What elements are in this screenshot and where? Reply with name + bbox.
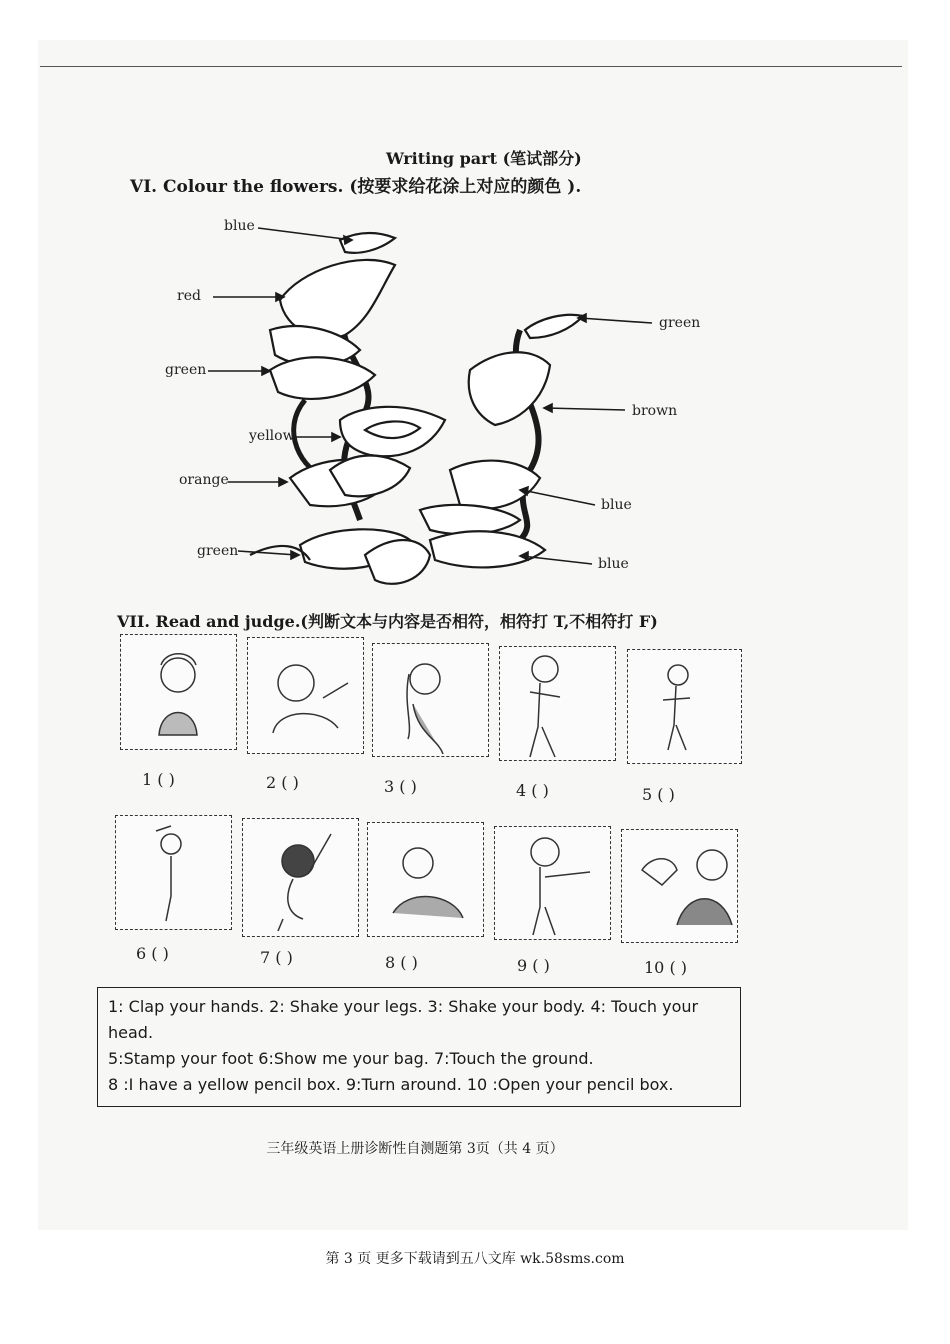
- sentence-line-2: 5:Stamp your foot 6:Show me your bag. 7:Touch the ground.: [108, 1049, 594, 1068]
- flower-label-blue-bottom: blue: [598, 556, 629, 572]
- picture-9: [494, 826, 611, 940]
- answer-6[interactable]: 6 ( ): [136, 944, 169, 963]
- sentence-box: [97, 987, 741, 1107]
- flower-label-orange: orange: [179, 472, 229, 488]
- picture-5: [627, 649, 742, 764]
- flower-label-green-right: green: [659, 315, 701, 331]
- flower-label-red: red: [177, 288, 201, 304]
- flower-label-blue-top: blue: [224, 218, 255, 234]
- answer-3[interactable]: 3 ( ): [384, 777, 417, 796]
- section-6-title: VI. Colour the flowers. (按要求给花涂上对应的颜色 ).: [130, 177, 582, 197]
- picture-8: [367, 822, 484, 937]
- flower-label-green-left: green: [165, 362, 207, 378]
- answer-4[interactable]: 4 ( ): [516, 781, 549, 800]
- answer-9[interactable]: 9 ( ): [517, 956, 550, 975]
- flower-label-green-bottom: green: [197, 543, 239, 559]
- sentence-line-3: 8 :I have a yellow pencil box. 9:Turn around. 10 :Open your pencil box.: [108, 1075, 674, 1094]
- answer-2[interactable]: 2 ( ): [266, 773, 299, 792]
- answer-10[interactable]: 10 ( ): [644, 958, 688, 977]
- picture-2: [247, 637, 364, 754]
- page-title: Writing part (笔试部分): [386, 149, 582, 168]
- flower-label-brown: brown: [632, 403, 678, 419]
- picture-10: [621, 829, 738, 943]
- picture-3: [372, 643, 489, 757]
- picture-4: [499, 646, 616, 761]
- answer-8[interactable]: 8 ( ): [385, 953, 418, 972]
- answer-7[interactable]: 7 ( ): [260, 948, 293, 967]
- section-7-title: VII. Read and judge.(判断文本与内容是否相符，相符打 T,不相符打 F): [117, 612, 658, 631]
- picture-6: [115, 815, 232, 930]
- picture-1: [120, 634, 237, 750]
- flower-label-blue-mid: blue: [601, 497, 632, 513]
- picture-7: [242, 818, 359, 937]
- flower-drawing: [0, 0, 950, 600]
- answer-1[interactable]: 1 ( ): [142, 770, 175, 789]
- download-footer: 第 3 页 更多下载请到五八文库 wk.58sms.com: [325, 1251, 625, 1267]
- sentence-line-1: 1: Clap your hands. 2: Shake your legs. 3: Shake your body. 4: Touch your head.: [108, 997, 699, 1042]
- flower-label-yellow: yellow: [249, 428, 295, 444]
- answer-5[interactable]: 5 ( ): [642, 785, 675, 804]
- page-footer-note: 三年级英语上册诊断性自测题第 3页（共 4 页）: [266, 1141, 564, 1157]
